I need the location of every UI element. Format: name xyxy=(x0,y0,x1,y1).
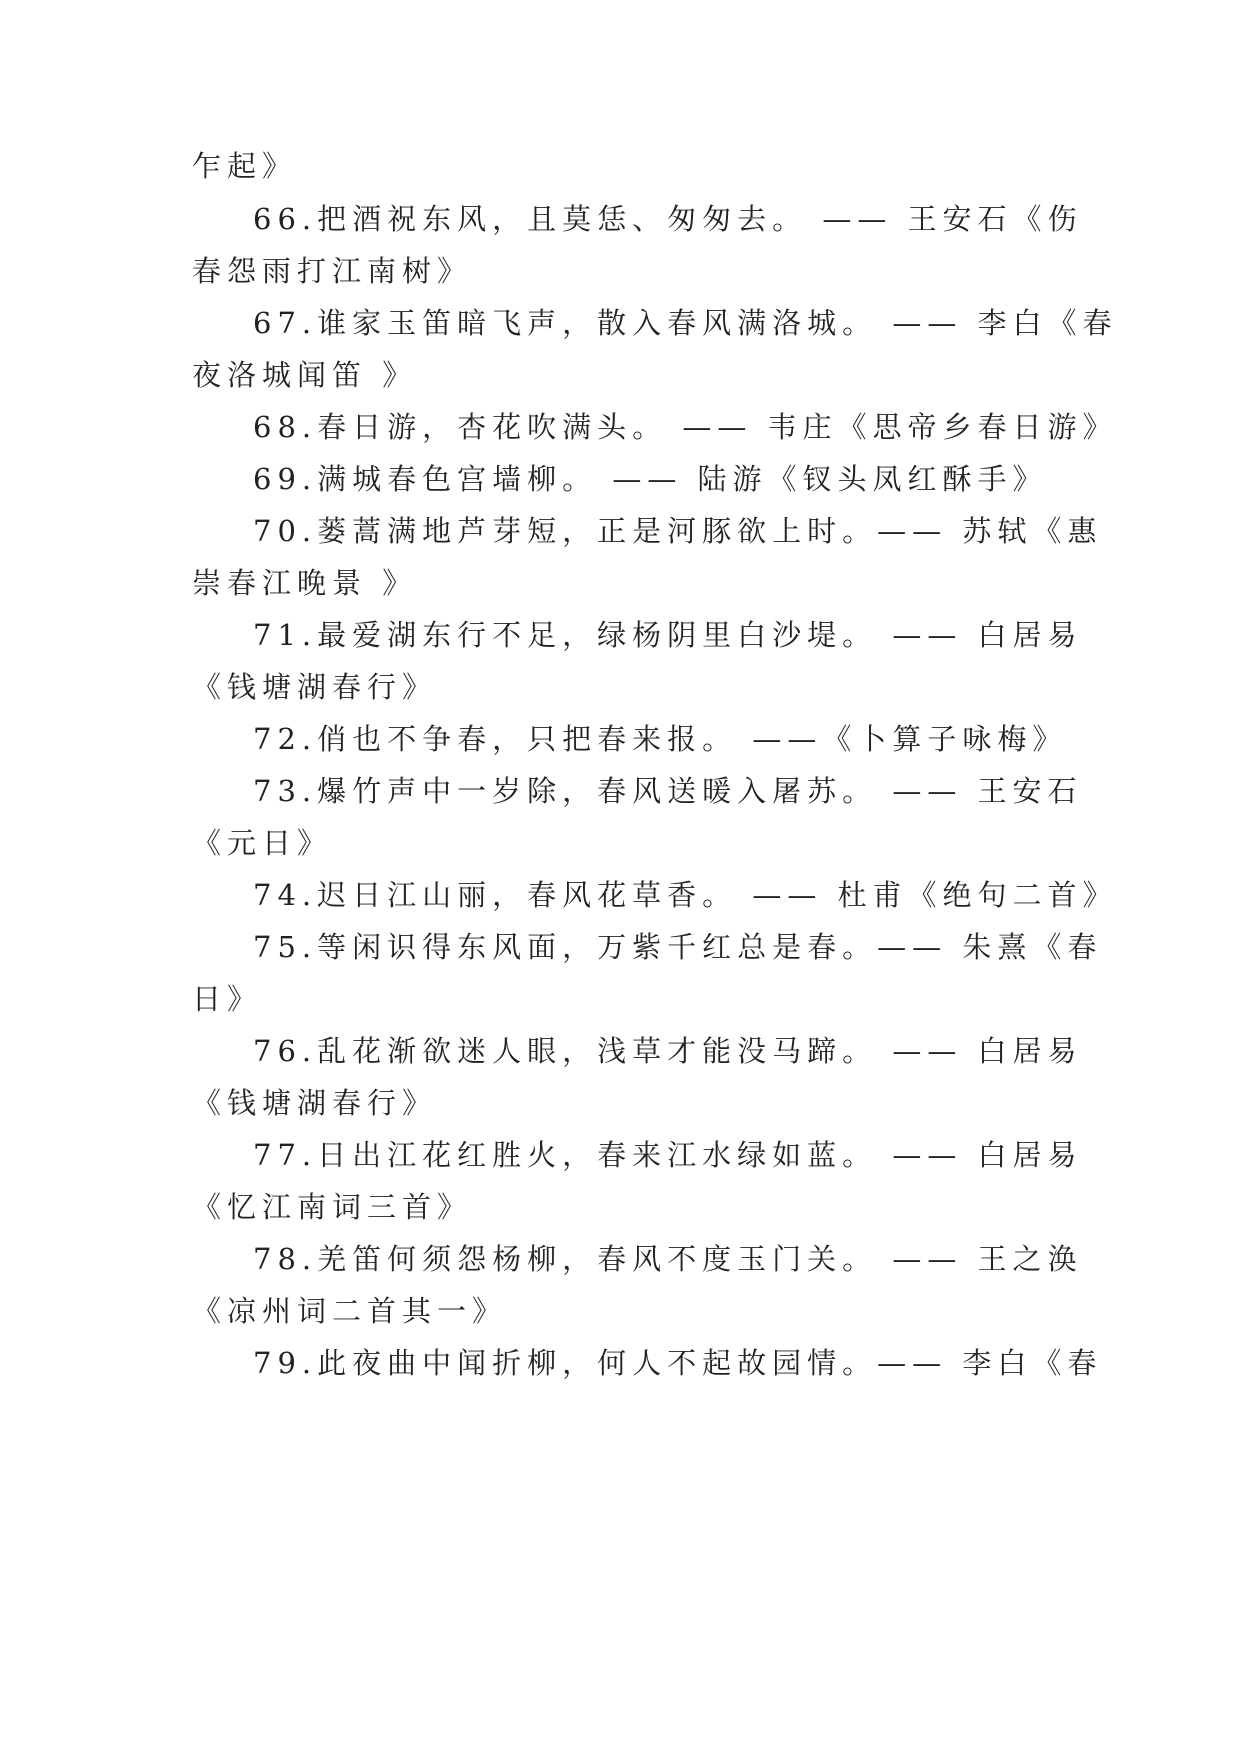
text-line: 《元日》 xyxy=(192,826,333,860)
text-line: 崇春江晚景 》 xyxy=(192,566,418,600)
text-line: 67.谁家玉笛暗飞声，散入春风满洛城。 —— 李白《春 xyxy=(253,306,1118,340)
text-line: 69.满城春色宫墙柳。 —— 陆游《钗头凤红酥手》 xyxy=(253,462,1048,496)
text-line: 79.此夜曲中闻折柳，何人不起故园情。—— 李白《春 xyxy=(253,1346,1103,1380)
text-line: 春怨雨打江南树》 xyxy=(192,254,473,288)
text-line: 日》 xyxy=(192,982,263,1016)
text-line: 76.乱花渐欲迷人眼，浅草才能没马蹄。 —— 白居易 xyxy=(253,1034,1083,1068)
text-line: 《钱塘湖春行》 xyxy=(192,1086,438,1120)
text-line: 73.爆竹声中一岁除，春风送暖入屠苏。 —— 王安石 xyxy=(253,774,1083,808)
text-line: 乍起》 xyxy=(192,149,298,183)
text-line: 78.羌笛何须怨杨柳，春风不度玉门关。 —— 王之涣 xyxy=(253,1242,1083,1276)
text-line: 70.蒌蒿满地芦芽短，正是河豚欲上时。—— 苏轼《惠 xyxy=(253,514,1103,548)
text-line: 66.把酒祝东风，且莫恁、匆匆去。 —— 王安石《伤 xyxy=(253,202,1083,236)
text-line: 《忆江南词三首》 xyxy=(192,1190,473,1224)
text-line: 夜洛城闻笛 》 xyxy=(192,358,418,392)
text-line: 74.迟日江山丽，春风花草香。 —— 杜甫《绝句二首》 xyxy=(253,878,1118,912)
text-line: 《凉州词二首其一》 xyxy=(192,1294,508,1328)
text-line: 77.日出江花红胜火，春来江水绿如蓝。 —— 白居易 xyxy=(253,1138,1083,1172)
text-line: 《钱塘湖春行》 xyxy=(192,670,438,704)
text-line: 68.春日游，杏花吹满头。 —— 韦庄《思帝乡春日游》 xyxy=(253,410,1118,444)
text-line: 71.最爱湖东行不足，绿杨阴里白沙堤。 —— 白居易 xyxy=(253,618,1083,652)
text-line: 75.等闲识得东风面，万紫千红总是春。—— 朱熹《春 xyxy=(253,930,1103,964)
text-line: 72.俏也不争春，只把春来报。 ——《卜算子咏梅》 xyxy=(253,722,1068,756)
